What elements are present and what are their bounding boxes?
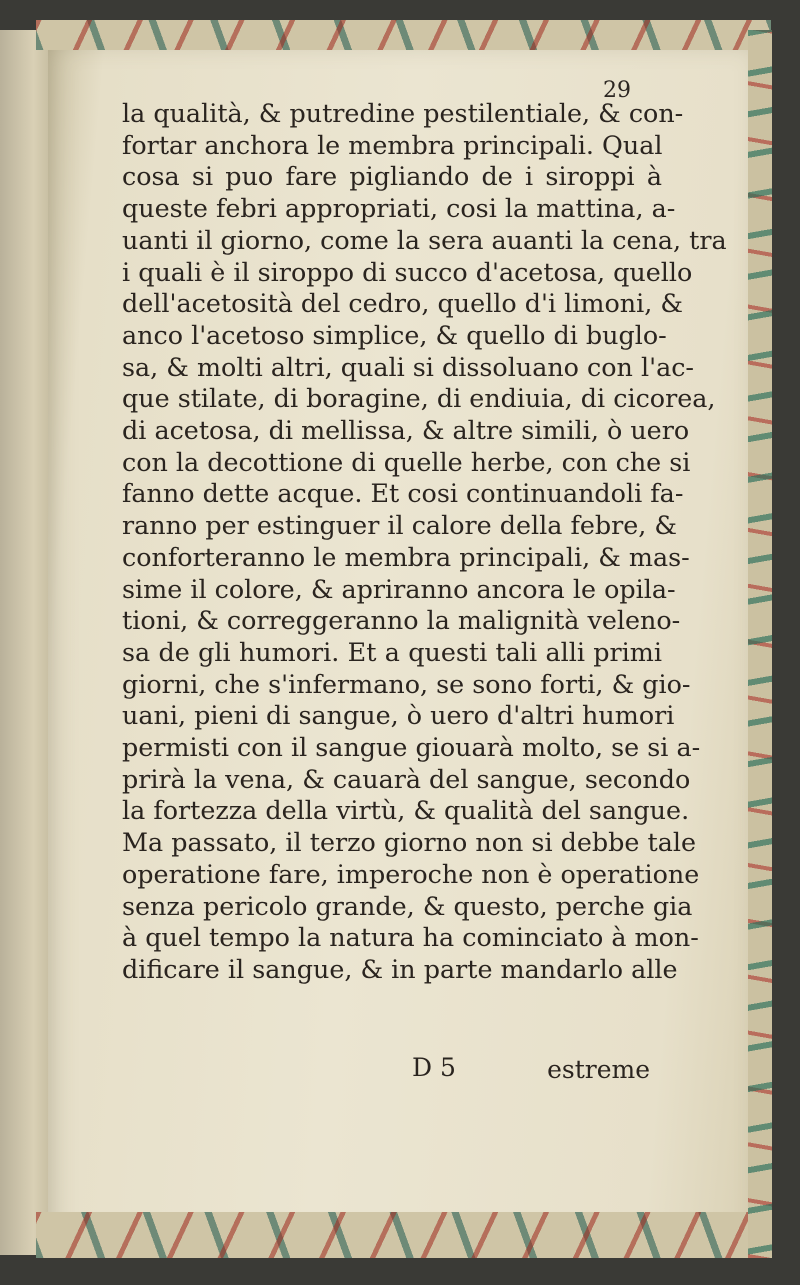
body-text <box>122 98 727 986</box>
text-line: la fortezza della virtù, & qualità del sangue. <box>122 795 690 826</box>
text-line: sa, & molti altri, quali si dissoluano con l'ac- <box>122 351 695 382</box>
text-line: fortar anchora le membra principali. Qual <box>122 129 663 160</box>
text-line: operatione fare, imperoche non è operatione <box>122 858 700 889</box>
text-line: tioni, & correggeranno la malignità veleno- <box>122 605 681 636</box>
text-line: uani, pieni di sangue, ò uero d'altri humori <box>122 700 675 731</box>
text-line: la qualità, & putredine pestilentiale, & con- <box>122 98 684 128</box>
catchword: estreme <box>547 1055 650 1084</box>
marbled-edge-top <box>36 20 771 50</box>
marbled-edge-bottom <box>36 1212 771 1258</box>
text-line: cosa si puo fare pigliando de i siroppi à <box>122 161 662 192</box>
text-line: di acetosa, di mellissa, & altre simili, ò uero <box>122 415 690 446</box>
text-line: que stilate, di boragine, di endiuia, di cicorea, <box>122 383 716 414</box>
text-line: permisti con il sangue giouarà molto, se si a- <box>122 732 701 763</box>
signature-mark: D 5 <box>412 1053 456 1082</box>
text-line: prirà la vena, & cauarà del sangue, secondo <box>122 763 691 794</box>
text-line: conforteranno le membra principali, & mas- <box>122 541 690 572</box>
text-line: giorni, che s'infermano, se sono forti, & gio- <box>122 668 691 699</box>
page-footer <box>122 1053 662 1089</box>
facing-page-edge <box>0 30 50 1255</box>
text-line: dell'acetosità del cedro, quello d'i limoni, & <box>122 288 683 319</box>
text-line: con la decottione di quelle herbe, con che si <box>122 446 691 477</box>
text-line: anco l'acetoso simplice, & quello di buglo- <box>122 319 667 350</box>
page-number: 29 <box>603 78 631 103</box>
text-line: à quel tempo la natura ha cominciato à mon- <box>122 922 699 953</box>
text-line: ranno per estinguer il calore della febre, & <box>122 510 678 541</box>
text-line: sa de gli humori. Et a questi tali alli primi <box>122 636 662 667</box>
text-line: fanno dette acque. Et cosi continuandoli fa- <box>122 478 684 509</box>
text-line: i quali è il siroppo di succo d'acetosa, quello <box>122 256 693 287</box>
text-line: dificare il sangue, & in parte mandarlo alle <box>122 953 678 984</box>
text-line: senza pericolo grande, & questo, perche gia <box>122 890 693 921</box>
text-line: queste febri appropriati, cosi la mattina, a- <box>122 193 676 224</box>
text-line: Ma passato, il terzo giorno non si debbe tale <box>122 827 697 858</box>
text-line: sime il colore, & apriranno ancora le opila- <box>122 573 676 604</box>
marbled-fore-edge <box>748 30 772 1258</box>
text-line: uanti il giorno, come la sera auanti la cena, tra <box>122 224 727 255</box>
